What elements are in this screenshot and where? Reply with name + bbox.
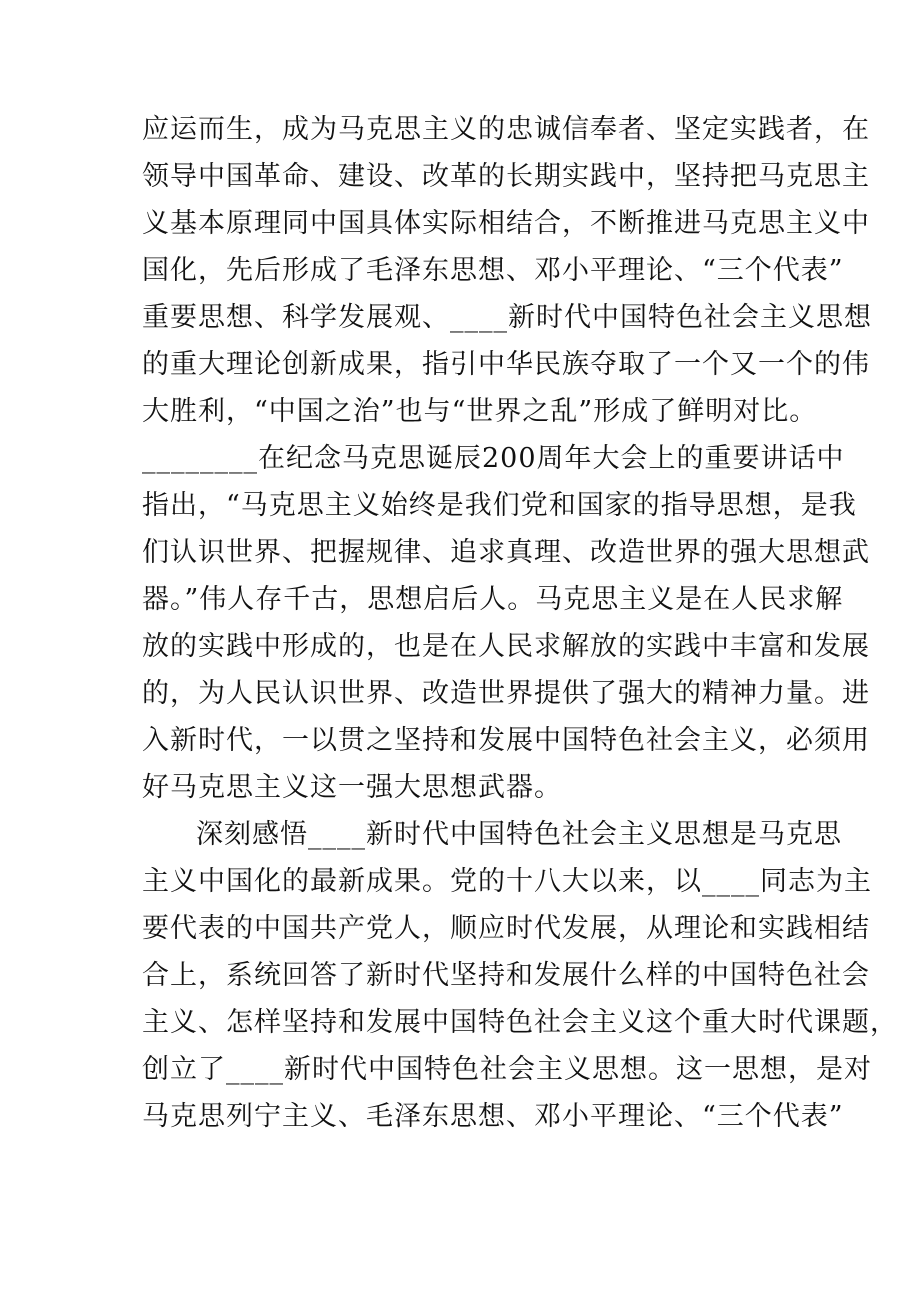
- document-body: [142, 106, 898, 1140]
- text-line: 器。”伟人存千古，思想启后人。马克思主义是在人民求解: [142, 584, 844, 615]
- text-line: 指出，“马克思主义始终是我们党和国家的指导思想，是我: [142, 490, 857, 521]
- text-line: 义基本原理同中国具体实际相结合，不断推进马克思主义中: [142, 208, 870, 239]
- text-line: 合上，系统回答了新时代坚持和发展什么样的中国特色社会: [142, 960, 870, 991]
- text-line: 重要思想、科学发展观、____新时代中国特色社会主义思想: [142, 302, 872, 333]
- paragraph-1: [142, 106, 872, 435]
- text-line: 放的实践中形成的，也是在人民求解放的实践中丰富和发展: [142, 631, 870, 662]
- text-line: 入新时代，一以贯之坚持和发展中国特色社会主义，必须用: [142, 725, 870, 756]
- paragraph-3: [142, 811, 898, 1140]
- text-line: 要代表的中国共产党人，顺应时代发展，从理论和实践相结: [142, 913, 870, 944]
- text-line: 好马克思主义这一强大思想武器。: [142, 772, 562, 803]
- text-line: 的重大理论创新成果，指引中华民族夺取了一个又一个的伟: [142, 349, 870, 380]
- paragraph-2: [142, 435, 870, 811]
- text-line: 主义、怎样坚持和发展中国特色社会主义这个重大时代课题，: [142, 1007, 898, 1038]
- text-line: 深刻感悟____新时代中国特色社会主义思想是马克思: [196, 819, 842, 850]
- text-line: 的，为人民认识世界、改造世界提供了强大的精神力量。进: [142, 678, 870, 709]
- text-line: 国化，先后形成了毛泽东思想、邓小平理论、“三个代表”: [142, 255, 844, 286]
- text-line: 主义中国化的最新成果。党的十八大以来，以____同志为主: [142, 866, 872, 897]
- text-line: 应运而生，成为马克思主义的忠诚信奉者、坚定实践者，在: [142, 114, 870, 145]
- text-line: ________在纪念马克思诞辰200周年大会上的重要讲话中: [142, 443, 845, 474]
- text-line: 创立了____新时代中国特色社会主义思想。这一思想，是对: [142, 1054, 872, 1085]
- text-line: 大胜利，“中国之治”也与“世界之乱”形成了鲜明对比。: [142, 396, 818, 427]
- text-line: 们认识世界、把握规律、追求真理、改造世界的强大思想武: [142, 537, 870, 568]
- text-line: 马克思列宁主义、毛泽东思想、邓小平理论、“三个代表”: [142, 1101, 844, 1132]
- text-line: 领导中国革命、建设、改革的长期实践中，坚持把马克思主: [142, 161, 870, 192]
